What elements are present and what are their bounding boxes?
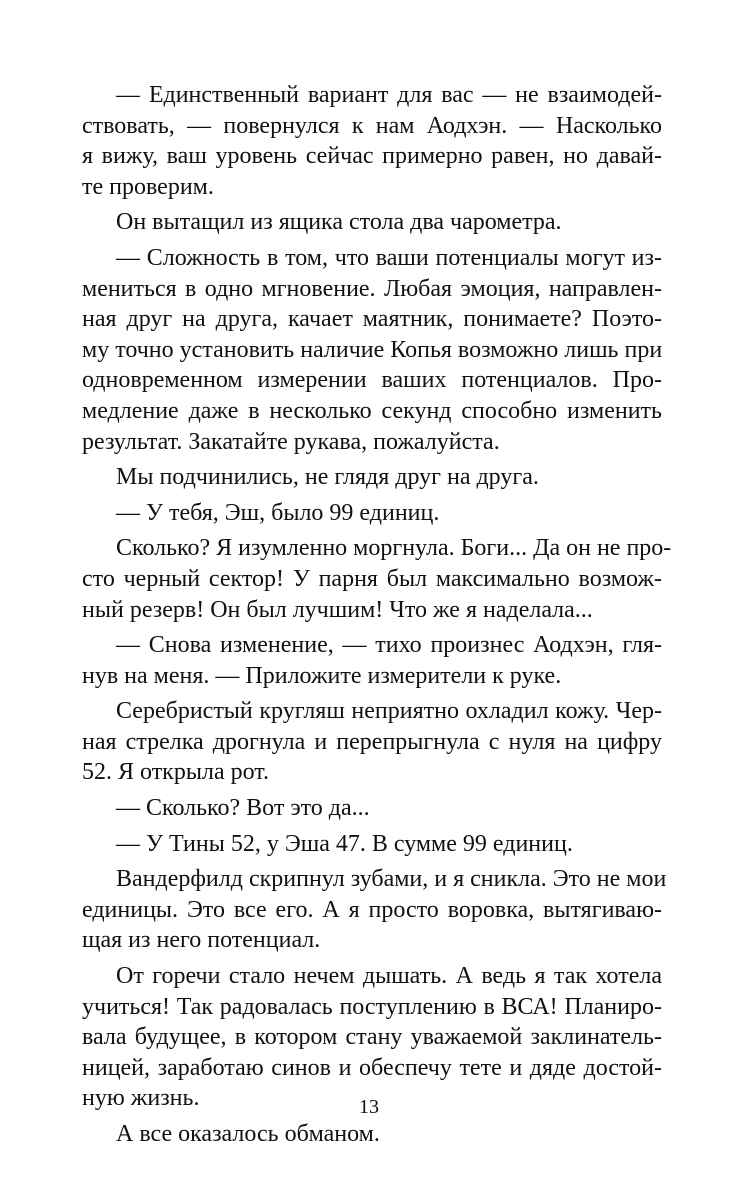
- text-line: единицы. Это все его. А я просто воровка, вытягиваю-: [82, 896, 662, 923]
- text-line: щая из него потенциал.: [82, 927, 321, 954]
- text-line: — Сколько? Вот это да...: [116, 795, 370, 822]
- text-line: Вандерфилд скрипнул зубами, и я сникла. Это не мои: [116, 866, 667, 893]
- text-line: — У тебя, Эш, было 99 единиц.: [116, 499, 440, 526]
- text-line: Он вытащил из ящика стола два чарометра.: [116, 209, 562, 236]
- text-line: одновременном измерении ваших потенциалов. Про-: [82, 367, 662, 394]
- text-line: 52. Я открыла рот.: [82, 759, 269, 786]
- text-line: мениться в одно мгновение. Любая эмоция, направлен-: [82, 275, 662, 302]
- paragraph: [82, 80, 662, 202]
- paragraph: [82, 696, 662, 788]
- text-line: А все оказалось обманом.: [116, 1121, 380, 1147]
- text-line: я вижу, ваш уровень сейчас примерно равен, но давай-: [82, 143, 662, 170]
- text-line: ствовать, — повернулся к нам Аодхэн. — Насколько: [82, 112, 662, 139]
- text-line: Мы подчинились, не глядя друг на друга.: [116, 464, 539, 491]
- text-line: ную жизнь.: [82, 1085, 200, 1112]
- paragraph: [82, 1119, 662, 1150]
- text-line: ный резерв! Он был лучшим! Что же я наделала...: [82, 596, 593, 623]
- paragraph: [82, 829, 662, 860]
- paragraph: [82, 207, 662, 238]
- paragraph: [82, 961, 662, 1114]
- text-line: Серебристый кругляш неприятно охладил кожу. Чер-: [116, 698, 662, 725]
- paragraph: [82, 462, 662, 493]
- text-line: медление даже в несколько секунд способно изменить: [82, 397, 662, 424]
- text-line: результат. Закатайте рукава, пожалуйста.: [82, 428, 500, 455]
- text-line: ная стрелка дрогнула и перепрыгнула с нуля на цифру: [82, 728, 662, 755]
- text-line: — У Тины 52, у Эша 47. В сумме 99 единиц.: [116, 830, 573, 857]
- paragraph: [82, 243, 662, 457]
- text-line: сто черный сектор! У парня был максимально возмож-: [82, 565, 662, 592]
- page-number: 13: [359, 1096, 379, 1118]
- page-body: [82, 80, 672, 1180]
- text-line: Сколько? Я изумленно моргнула. Боги... Да он не про-: [116, 535, 672, 562]
- paragraph: [82, 630, 662, 691]
- paragraph: [82, 533, 672, 625]
- text-line: те проверим.: [82, 173, 214, 200]
- text-line: му точно установить наличие Копья возможно лишь при: [82, 336, 663, 363]
- paragraph: [82, 864, 667, 956]
- paragraph: [82, 793, 662, 824]
- text-line: — Снова изменение, — тихо произнес Аодхэн, гля-: [116, 632, 662, 659]
- text-line: ницей, заработаю синов и обеспечу тете и дяде достой-: [82, 1054, 662, 1081]
- text-line: От горечи стало нечем дышать. А ведь я так хотела: [116, 963, 662, 990]
- text-line: нув на меня. — Приложите измерители к руке.: [82, 662, 562, 689]
- text-line: — Единственный вариант для вас — не взаимодей-: [116, 82, 662, 108]
- text-line: учиться! Так радовалась поступлению в ВСА! Планиро-: [82, 993, 662, 1020]
- text-line: — Сложность в том, что ваши потенциалы могут из-: [116, 244, 662, 271]
- paragraph: [82, 498, 662, 529]
- text-line: вала будущее, в котором стану уважаемой заклинатель-: [82, 1024, 662, 1051]
- text-line: ная друг на друга, качает маятник, понимаете? Поэто-: [82, 306, 662, 333]
